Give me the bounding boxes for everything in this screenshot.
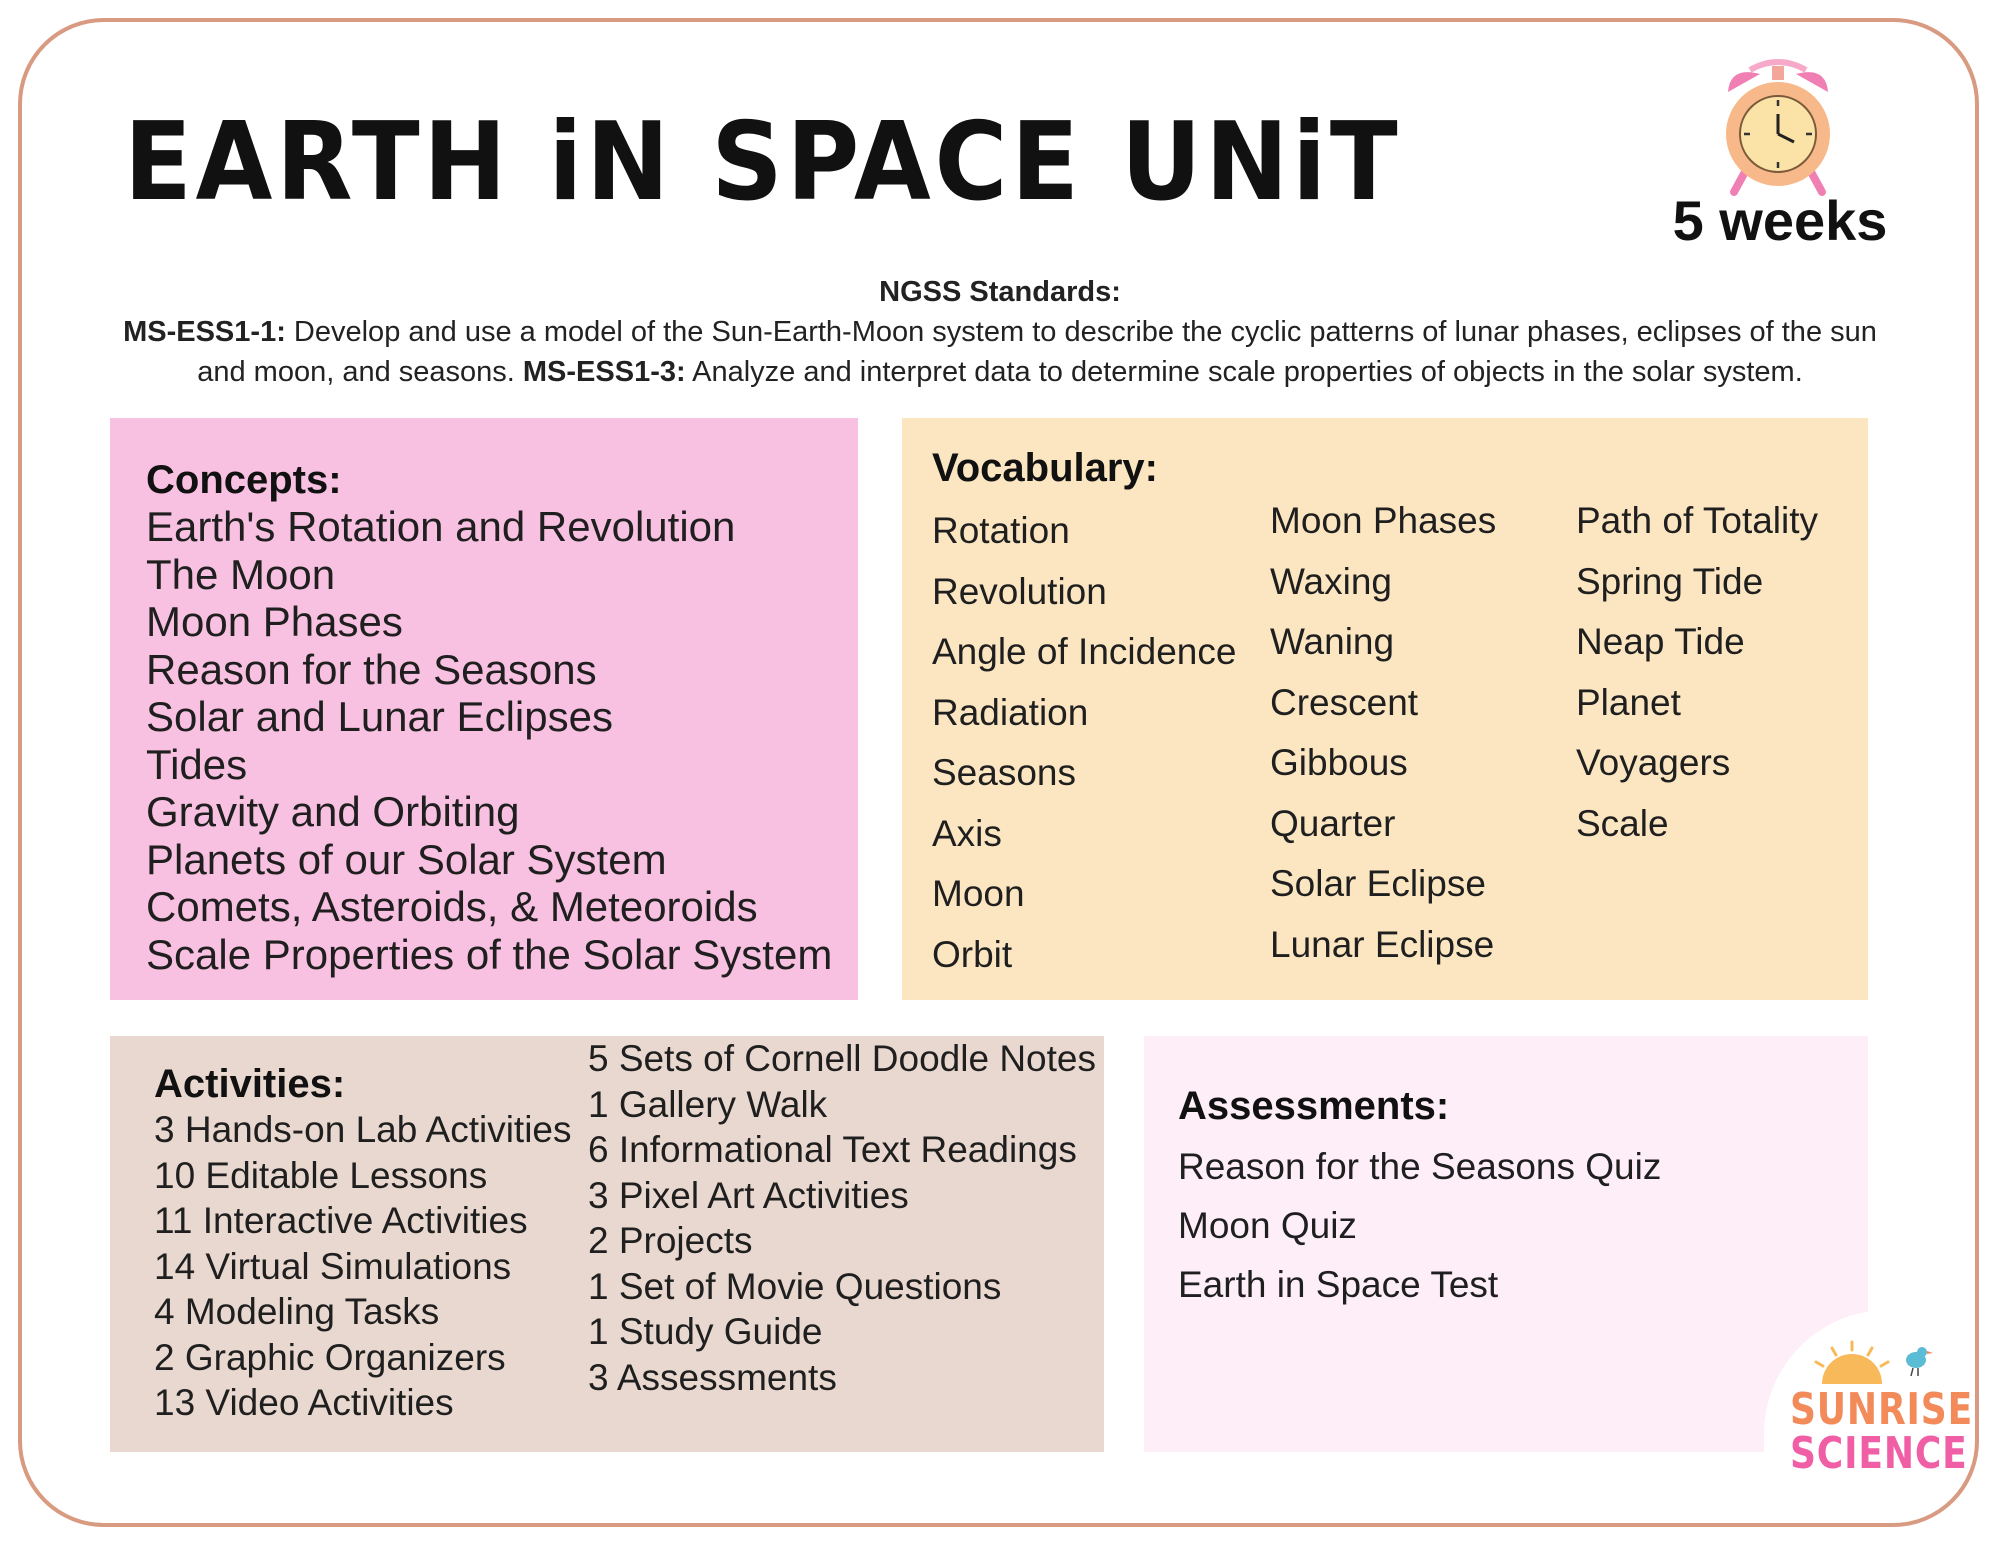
standard-code-1: MS-ESS1-1: xyxy=(123,316,286,348)
assessment-item: Reason for the Seasons Quiz xyxy=(1178,1146,1662,1187)
concepts-list xyxy=(146,503,833,978)
vocab-term: Gibbous xyxy=(1270,742,1408,783)
vocab-term: Moon xyxy=(932,873,1025,914)
vocab-term: Solar Eclipse xyxy=(1270,863,1486,904)
concept-item: Gravity and Orbiting xyxy=(146,788,520,835)
vocab-term: Rotation xyxy=(932,510,1070,551)
assessments-box xyxy=(1144,1036,1868,1452)
logo-line-science: SCIENCE xyxy=(1790,1428,1968,1479)
standards-heading: NGSS Standards: xyxy=(879,276,1121,308)
vocab-term: Seasons xyxy=(932,752,1076,793)
activity-item: 5 Sets of Cornell Doodle Notes xyxy=(588,1038,1096,1079)
assessment-item: Earth in Space Test xyxy=(1178,1264,1499,1305)
concept-item: Solar and Lunar Eclipses xyxy=(146,693,613,740)
activity-item: 11 Interactive Activities xyxy=(154,1200,528,1241)
activities-list-2 xyxy=(588,1036,1096,1400)
activities-column-1 xyxy=(154,1062,572,1426)
unit-duration: 5 weeks xyxy=(1672,189,1888,252)
page-title: EARTH iN SPACE UNiT xyxy=(124,100,1402,225)
activity-item: 10 Editable Lessons xyxy=(154,1154,488,1196)
standard-text-3: Analyze and interpret data to determine scale properties of objects in the solar system. xyxy=(685,356,1803,388)
activities-box xyxy=(110,1036,1104,1452)
vocab-term: Neap Tide xyxy=(1576,621,1745,662)
concept-item: The Moon xyxy=(146,550,336,598)
vocab-term: Voyagers xyxy=(1576,742,1731,783)
vocab-term: Waxing xyxy=(1270,560,1393,602)
alarm-clock-icon xyxy=(1710,52,1846,202)
vocab-term: Lunar Eclipse xyxy=(1270,923,1495,965)
vocabulary-column-1 xyxy=(932,501,1236,985)
vocab-term: Angle of Incidence xyxy=(932,631,1237,672)
vocab-term: Crescent xyxy=(1270,681,1419,723)
vocab-term: Revolution xyxy=(932,570,1107,612)
activity-item: 1 Gallery Walk xyxy=(588,1083,828,1125)
concepts-box xyxy=(110,418,858,1000)
activity-item: 14 Virtual Simulations xyxy=(154,1245,512,1287)
activity-item: 4 Modeling Tasks xyxy=(154,1291,440,1332)
activity-item: 1 Study Guide xyxy=(588,1311,823,1352)
vocab-term: Path of Totality xyxy=(1576,500,1819,541)
standard-code-3: MS-ESS1-3: xyxy=(522,356,686,388)
vocabulary-title: Vocabulary: xyxy=(932,446,1158,490)
bird-icon xyxy=(1896,1342,1936,1378)
activity-item: 6 Informational Text Readings xyxy=(588,1129,1077,1170)
activities-title: Activities: xyxy=(154,1062,346,1106)
vocab-term: Spring Tide xyxy=(1576,560,1764,602)
activity-item: 3 Assessments xyxy=(588,1356,837,1398)
vocabulary-columns xyxy=(932,491,1838,975)
activity-item: 13 Video Activities xyxy=(154,1382,454,1423)
activity-item: 1 Set of Movie Questions xyxy=(588,1265,1002,1307)
activity-item: 2 Projects xyxy=(588,1220,753,1261)
ngss-standards xyxy=(100,272,1900,392)
vocab-term: Axis xyxy=(932,812,1002,854)
activity-item: 3 Pixel Art Activities xyxy=(588,1174,909,1216)
concept-item: Scale Properties of the Solar System xyxy=(146,930,833,978)
standard-text-1: Develop and use a model of the Sun-Earth-Moon system to describe the cyclic patterns of lunar phases, eclipses of the sun and moon, and seasons. xyxy=(197,316,1877,388)
activities-list-1 xyxy=(154,1107,572,1426)
concept-item: Earth's Rotation and Revolution xyxy=(146,503,736,550)
assessment-item: Moon Quiz xyxy=(1178,1205,1357,1246)
sunrise-science-logo xyxy=(1790,1340,1974,1480)
assessments-list xyxy=(1178,1137,1834,1314)
vocab-term: Scale xyxy=(1576,802,1669,844)
vocabulary-box xyxy=(902,418,1868,1000)
concepts-title: Concepts: xyxy=(146,458,342,502)
vocab-term: Quarter xyxy=(1270,802,1396,844)
assessments-title: Assessments: xyxy=(1178,1084,1450,1128)
concept-item: Moon Phases xyxy=(146,598,403,645)
standards-text xyxy=(100,312,1900,392)
vocab-term: Orbit xyxy=(932,933,1013,975)
vocabulary-column-3 xyxy=(1576,491,1818,854)
vocabulary-column-2 xyxy=(1270,491,1496,975)
concept-item: Tides xyxy=(146,740,248,788)
concept-item: Planets of our Solar System xyxy=(146,835,667,883)
activity-item: 2 Graphic Organizers xyxy=(154,1336,506,1378)
vocab-term: Waning xyxy=(1270,621,1395,662)
concept-item: Comets, Asteroids, & Meteoroids xyxy=(146,883,758,930)
vocab-term: Moon Phases xyxy=(1270,500,1497,541)
activity-item: 3 Hands-on Lab Activities xyxy=(154,1109,572,1150)
vocab-term: Radiation xyxy=(932,691,1089,733)
sun-icon xyxy=(1802,1340,1902,1388)
logo-line-sunrise: SUNRISE xyxy=(1790,1384,1974,1435)
concept-item: Reason for the Seasons xyxy=(146,645,597,693)
vocab-term: Planet xyxy=(1576,681,1681,723)
